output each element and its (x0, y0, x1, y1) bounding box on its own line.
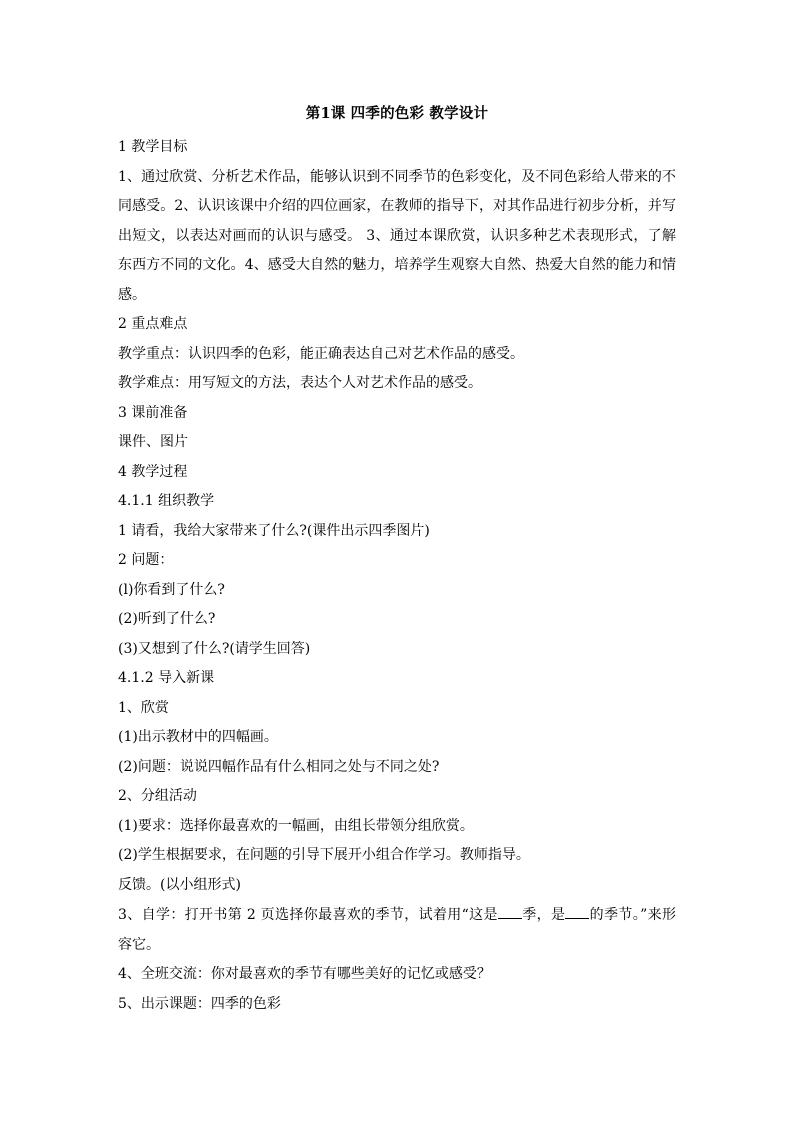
document-title: 第1课 四季的色彩 教学设计 (305, 105, 489, 122)
step-organize-teaching: 4.1.1 组织教学 (118, 493, 215, 509)
fill-in-blank (565, 906, 589, 919)
activity-4: 4、全班交流：你对最喜欢的季节有哪些美好的记忆或感受？ (118, 966, 491, 982)
section-heading-goals: 1 教学目标 (118, 139, 188, 155)
difficult-point-text: 教学难点：用写短文的方法，表达个人对艺术作品的感受。 (118, 375, 482, 391)
step-introduce-lesson: 4.1.2 导入新课 (118, 670, 215, 686)
activity-3 (118, 900, 676, 960)
question-2-sub-2: (2)听到了什么? (118, 611, 216, 627)
activity-5: 5、出示课题：四季的色彩 (118, 995, 281, 1012)
section-heading-preparation: 3 课前准备 (118, 404, 188, 421)
activity-2-sub-1: (1)要求：选择你最喜欢的一幅画，由组长带领分组欣赏。 (118, 817, 474, 834)
preparation-text: 课件、图片 (118, 434, 188, 450)
activity-1-sub-1: (1)出示教材中的四幅画。 (118, 729, 278, 745)
fill-in-blank (498, 906, 522, 919)
section-heading-key-points: 2 重点难点 (118, 316, 188, 332)
activity-2: 2、分组活动 (118, 788, 197, 804)
activity-3-part-2: 季，是 (521, 907, 566, 923)
document-body (118, 133, 676, 1019)
activity-2-sub-2: (2)学生根据要求，在问题的引导下展开小组合作学习。教师指导。 (118, 847, 530, 863)
feedback-text: 反馈。(以小组形式) (118, 876, 241, 893)
activity-3-part-3: 的季节。”来形容它。 (118, 907, 676, 953)
question-2-sub-3: (3)又想到了什么?(请学生回答) (118, 640, 311, 657)
key-point-text: 教学重点：认识四季的色彩，能正确表达自己对艺术作品的感受。 (118, 345, 524, 362)
question-2: 2 问题： (118, 552, 174, 568)
goals-paragraph: 1、通过欣赏、分析艺术作品，能够认识到不同季节的色彩变化，及不同色彩给人带来的不同感受。2、认识该课中介绍的四位画家，在教师的指导下，对其作品进行初步分析，并写出短文，以表达对画而的认识与感受。 3、通过本课欣赏，认识多种艺术表现形式，了解东西方不同的文化。4、感受大自然的魅力，培养学生观察大自然、热爱大自然的能力和情感。 (118, 168, 676, 303)
activity-1-sub-2: (2)问题：说说四幅作品有什么相同之处与不同之处? (118, 758, 440, 775)
section-heading-process: 4 教学过程 (118, 463, 188, 480)
activity-3-part-1: 3、自学：打开书第 2 页选择你最喜欢的季节，试着用“这是 (118, 907, 498, 923)
question-1: 1 请看，我给大家带来了什么?(课件出示四季图片) (118, 522, 430, 539)
question-2-sub-1: (l)你看到了什么? (118, 581, 225, 598)
activity-1: 1、欣赏 (118, 699, 169, 716)
